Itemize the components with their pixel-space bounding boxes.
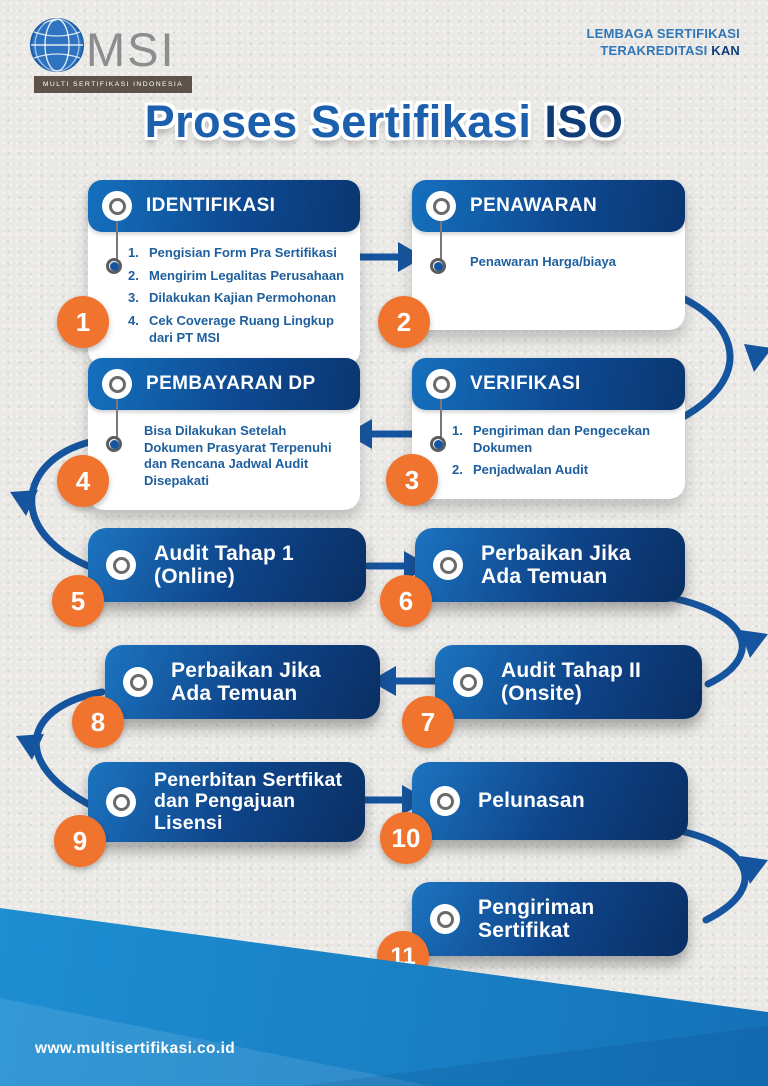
- step-pill-pelunasan: [412, 762, 688, 840]
- ring-icon: [430, 904, 460, 934]
- step-title: Pengiriman Sertifikat: [478, 895, 595, 942]
- list-item: 2. Mengirim Legalitas Perusahaan: [128, 267, 345, 283]
- ring-icon: [102, 369, 132, 399]
- arrowhead-10-11-icon: [740, 856, 768, 884]
- ring-icon: [426, 191, 456, 221]
- step-number-badge: 8: [72, 696, 124, 748]
- step-card-pembayaran-dp: [88, 358, 360, 510]
- step-card-identifikasi: [88, 180, 360, 366]
- step-card-verifikasi: [412, 358, 685, 499]
- accreditation-label: [586, 26, 740, 60]
- step-title: Audit Tahap II (Onsite): [501, 658, 642, 705]
- step-title: PEMBAYARAN DP: [146, 373, 316, 394]
- step-pill-audit-tahap-1: [88, 528, 366, 602]
- bullet-ring-icon: [430, 258, 446, 274]
- step-number-badge: 7: [402, 696, 454, 748]
- kan-label: KAN: [711, 42, 740, 58]
- card-header-penawaran: [412, 180, 685, 232]
- step-title: PENAWARAN: [470, 195, 598, 216]
- arrowhead-6-7-icon: [740, 630, 768, 658]
- accreditation-line2: TERAKREDITASI KAN: [600, 42, 740, 58]
- ring-icon: [433, 550, 463, 580]
- bullet-ring-icon: [430, 436, 446, 452]
- step-number-badge: 10: [380, 812, 432, 864]
- step-number-badge: 11: [377, 931, 429, 983]
- step-items: [88, 232, 360, 366]
- step-pill-audit-tahap-2: [435, 645, 702, 719]
- step-title: IDENTIFIKASI: [146, 195, 276, 216]
- bullet-ring-icon: [106, 436, 122, 452]
- ring-icon: [102, 191, 132, 221]
- step-pill-perbaikan-1: [415, 528, 685, 602]
- step-card-penawaran: [412, 180, 685, 330]
- step-title: VERIFIKASI: [470, 373, 581, 394]
- step-title: Pelunasan: [478, 789, 585, 813]
- logo-tagline: MULTI SERTIFIKASI INDONESIA: [34, 76, 192, 93]
- list-item: Penawaran Harga/biaya: [470, 254, 616, 269]
- msi-logo: [28, 14, 198, 98]
- card-header-verifikasi: [412, 358, 685, 410]
- ring-icon: [453, 667, 483, 697]
- step-number-badge: 1: [57, 296, 109, 348]
- card-header-identifikasi: [88, 180, 360, 232]
- step-pill-pengiriman: [412, 882, 688, 956]
- step-title: Perbaikan Jika Ada Temuan: [171, 658, 321, 705]
- step-items: [412, 410, 685, 499]
- globe-icon: [28, 16, 86, 74]
- step-number-badge: 2: [378, 296, 430, 348]
- step-number-badge: 3: [386, 454, 438, 506]
- logo-msi-text: MSI: [86, 23, 176, 76]
- step-number-badge: 9: [54, 815, 106, 867]
- step-pill-perbaikan-2: [105, 645, 380, 719]
- step-number-badge: 6: [380, 575, 432, 627]
- step-title: Perbaikan Jika Ada Temuan: [481, 541, 631, 588]
- ring-icon: [426, 369, 456, 399]
- step-items: [88, 410, 360, 510]
- list-item: 1. Pengisian Form Pra Sertifikasi: [128, 245, 337, 260]
- list-item: 2. Penjadwalan Audit: [452, 462, 589, 478]
- accreditation-line1: LEMBAGA SERTIFIKASI: [586, 26, 740, 41]
- list-item: 3. Dilakukan Kajian Permohonan: [128, 290, 337, 306]
- step-pill-penerbitan: [88, 762, 365, 842]
- arrowhead-8-9-icon: [16, 734, 44, 760]
- ring-icon: [106, 550, 136, 580]
- step-title: Audit Tahap 1 (Online): [154, 541, 294, 588]
- ring-icon: [123, 667, 153, 697]
- arrowhead-2-3-icon: [744, 344, 768, 372]
- card-header-pembayaran-dp: [88, 358, 360, 410]
- page-title: Proses Sertifikasi ISO: [144, 96, 624, 147]
- list-item: 4. Cek Coverage Ruang Lingkup dari PT MSI: [128, 312, 334, 345]
- website-url: www.multisertifikasi.co.id: [35, 1040, 236, 1057]
- bullet-ring-icon: [106, 258, 122, 274]
- ring-icon: [106, 787, 136, 817]
- step-number-badge: 4: [57, 455, 109, 507]
- step-number-badge: 5: [52, 575, 104, 627]
- ring-icon: [430, 786, 460, 816]
- step-items: [412, 232, 685, 291]
- step-title: Penerbitan Sertfikat dan Pengajuan Lisensi: [154, 768, 343, 834]
- list-item: 1. Pengiriman dan Pengecekan Dokumen: [452, 423, 651, 455]
- arrowhead-4-5-icon: [10, 490, 38, 516]
- list-item: Bisa Dilakukan Setelah Dokumen Prasyarat Terpenuhi dan Rencana Jadwal Audit Disepakati: [144, 423, 332, 488]
